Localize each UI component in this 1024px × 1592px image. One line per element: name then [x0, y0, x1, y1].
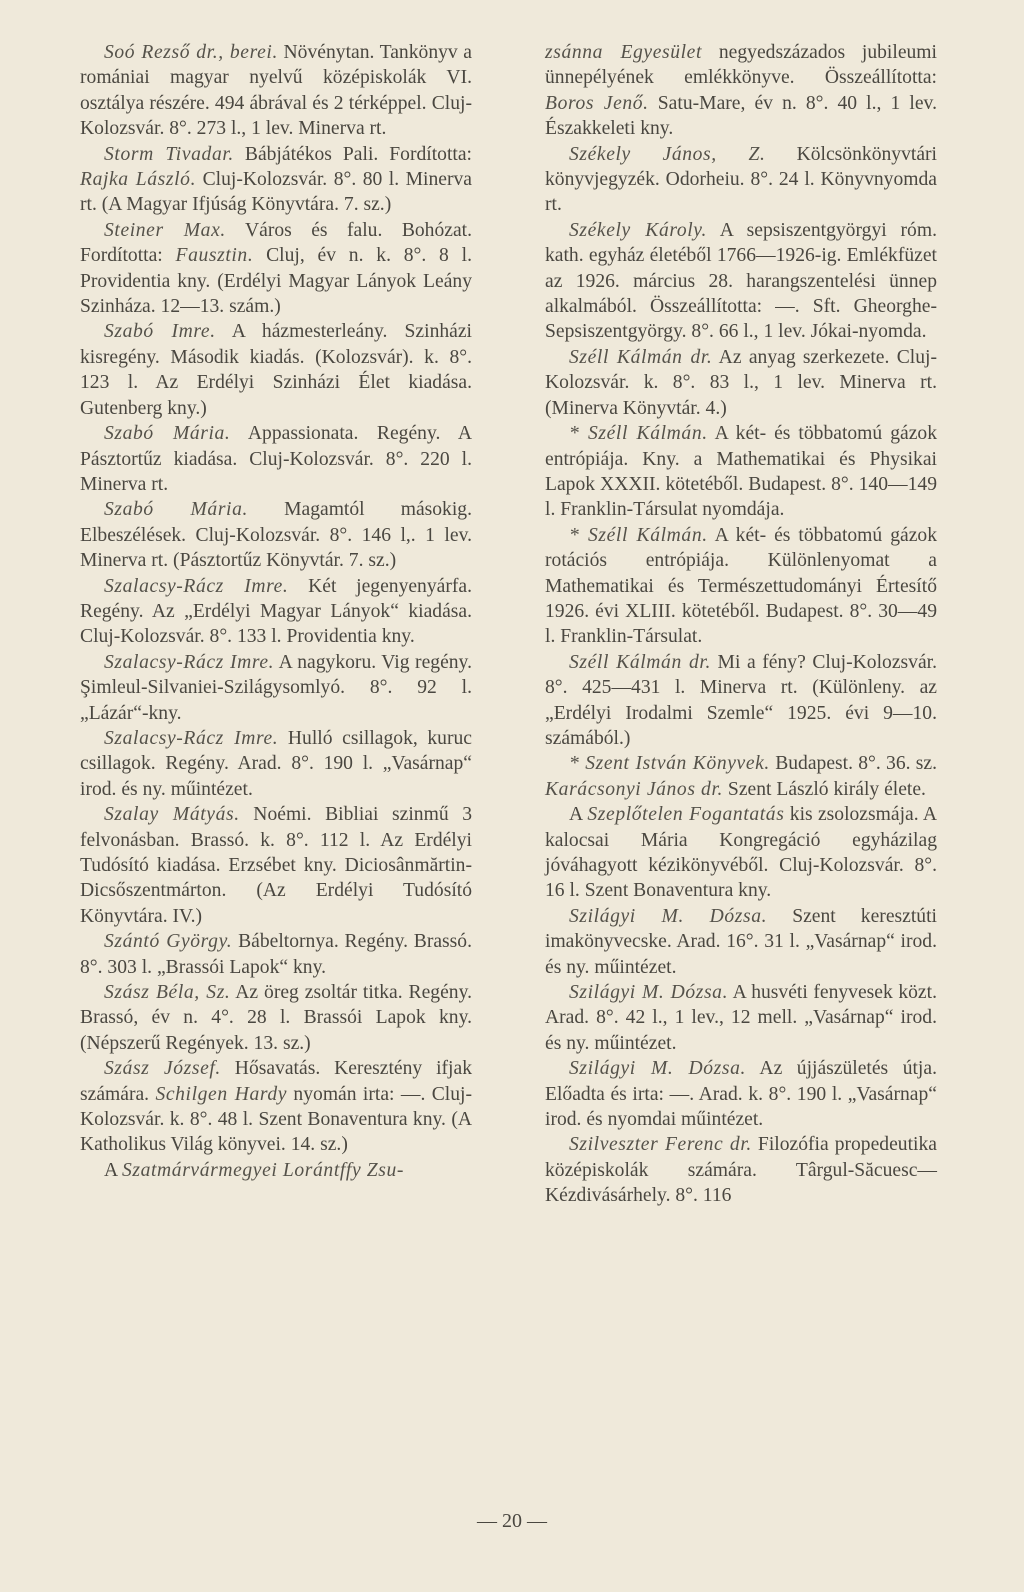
entry-text: Az újjászületés útja. Előadta és irta: —. Arad. k. 8°. 190 l. „Vasárnap“ irod. és nyomdai műintézet.	[545, 1058, 937, 1131]
entry-text: Két jegenyenyárfa. Regény. Az „Erdélyi Magyar Lányok“ kiadása. Cluj-Kolozsvár. 8°. 133 l. Providentia kny.	[80, 575, 472, 648]
entry-text: Bábjátékos Pali. Fordította:	[244, 143, 472, 165]
entry-author: Szász József.	[104, 1058, 221, 1080]
entry-text: Növénytan. Tankönyv a romániai magyar nyelvű középiskolák VI. osztálya részére. 494 ábrával és 2 térképpel. Cluj-Kolozsvár. 8°. 273 l., 1 lev. Minerva rt.	[80, 42, 472, 140]
entry-author: * Széll Kálmán.	[569, 423, 708, 445]
entry-author: Szatmárvármegyei Lorántffy Zsu-	[121, 1159, 404, 1181]
entry-text: Cluj, év n. k. 8°. 8 l. Providentia kny. (Erdélyi Magyar Lányok Leány Szinháza. 12—13. szám.)	[80, 245, 472, 318]
bibliography-entry	[80, 929, 472, 980]
entry-text: Satu-Mare, év n. 8°. 40 l., 1 lev. Északkeleti kny.	[545, 92, 937, 140]
bibliography-entry	[545, 904, 937, 980]
entry-text: Szent keresztúti imakönyvecske. Arad. 16°. 31 l. „Vasárnap“ irod. és ny. műintézet.	[545, 905, 937, 978]
bibliography-entry	[80, 980, 472, 1056]
entry-text: Kölcsönkönyvtári könyvjegyzék. Odorheiu. 8°. 24 l. Könyvnyomda rt.	[545, 143, 937, 216]
bibliography-entry	[80, 802, 472, 929]
entry-author: Szántó György.	[104, 931, 233, 953]
bibliography-entry	[80, 726, 472, 802]
entry-author: Storm Tivadar.	[104, 143, 234, 165]
entry-author: Szabó Mária.	[104, 423, 231, 445]
entry-text: A két- és többatomú gázok entrópiája. Kny. a Mathematikai és Physikai Lapok XXXII. kötetéből. Budapest. 8°. 140—149 l. Franklin-Társulat nyomdája.	[545, 423, 937, 521]
entry-text: A husvéti fenyvesek közt. Arad. 8°. 42 l., 1 lev., 12 mell. „Vasárnap“ irod. és ny. műintézet.	[545, 982, 937, 1054]
entry-text: A házmesterleány. Szinházi kisregény. Második kiadás. (Kolozsvár). k. 8°. 123 l. Az Erdélyi Szinházi Élet kiadása. Gutenberg kny.)	[80, 321, 472, 419]
entry-author: Schilgen Hardy	[155, 1083, 288, 1105]
entry-author: * Szent István Könyvek.	[569, 753, 770, 775]
bibliography-entry	[545, 751, 937, 802]
bibliography-entry	[80, 574, 472, 650]
bibliography-entry	[545, 421, 937, 523]
entry-author: Soó Rezső dr., berei.	[104, 42, 278, 63]
bibliography-entry	[80, 218, 472, 320]
bibliography-entry	[80, 40, 472, 142]
bibliography-entry	[545, 40, 937, 142]
bibliography-entry	[80, 1158, 472, 1183]
entry-author: Szász Béla, Sz.	[104, 982, 231, 1004]
bibliography-entry	[80, 421, 472, 497]
bibliography-entry	[545, 980, 937, 1056]
entry-author: Steiner Max.	[104, 219, 226, 241]
bibliography-entry	[545, 650, 937, 752]
entry-text: A	[569, 804, 583, 826]
entry-text: A nagykoru. Vig regény. Şimleul-Silvaniei-Szilágysomlyó. 8°. 92 l. „Lázár“-kny.	[80, 651, 472, 724]
entry-author: * Széll Kálmán.	[569, 524, 708, 546]
bibliography-entry	[545, 345, 937, 421]
entry-text: Az anyag szerkezete. Cluj-Kolozsvár. k. 8°. 83 l., 1 lev. Minerva rt. (Minerva Könyvtár. 4.)	[545, 346, 937, 419]
entry-text: Hősavatás. Keresztény ifjak számára.	[80, 1058, 472, 1105]
entry-text: Bábeltornya. Regény. Brassó. 8°. 303 l. „Brassói Lapok“ kny.	[80, 931, 472, 978]
entry-author: Székely Károly.	[569, 219, 707, 241]
entry-author: Szilágyi M. Dózsa.	[569, 1058, 746, 1080]
entry-author: Szalacsy-Rácz Imre.	[104, 727, 279, 749]
entry-author: Karácsonyi János dr.	[545, 778, 724, 800]
entry-text: Város és falu. Bohózat. Fordította:	[80, 219, 473, 267]
entry-text: Noémi. Bibliai szinmű 3 felvonásban. Brassó. k. 8°. 112 l. Az Erdélyi Tudósító kiadása. Erzsébet kny. Diciosânmărtin-Dicsőszentmárton. (Az Erdélyi Tudósító Könyvtára. IV.)	[80, 804, 472, 927]
entry-author: Szilágyi M. Dózsa.	[569, 905, 768, 927]
entry-author: Szilágyi M. Dózsa.	[569, 982, 729, 1004]
entry-text: Filozófia propedeutika középiskolák számára. Târgul-Săcuesc—Kézdivásárhely. 8°. 116	[545, 1134, 937, 1207]
bibliography-entry	[80, 650, 472, 726]
entry-author: Szilveszter Ferenc dr.	[569, 1134, 752, 1156]
entry-author: Fausztin.	[175, 245, 254, 267]
entry-author: Székely János, Z.	[569, 143, 766, 165]
entry-author: Széll Kálmán dr.	[569, 651, 711, 673]
bibliography-entry	[545, 1132, 937, 1208]
entry-author: Szalacsy-Rácz Imre.	[104, 575, 289, 597]
entry-text: Mi a fény? Cluj-Kolozsvár. 8°. 425—431 l. Minerva rt. (Különleny. az „Erdélyi Irodalmi Szemle“ 1925. évi 9—10. számából.)	[545, 651, 937, 749]
entry-author: Szeplőtelen Fogantatás	[587, 804, 785, 826]
entry-text: Szent László király élete.	[727, 778, 926, 800]
bibliography-entry	[545, 802, 937, 904]
bibliography-entry	[80, 1056, 472, 1158]
bibliography-entry	[80, 142, 472, 218]
entry-author: Szalay Mátyás.	[104, 804, 240, 826]
bibliography-entry	[80, 497, 472, 573]
entry-author: Széll Kálmán dr.	[569, 346, 713, 368]
entry-text: Magamtól másokig. Elbeszélések. Cluj-Kolozsvár. 8°. 146 l,. 1 lev. Minerva rt. (Pásztortűz Könyvtár. 7. sz.)	[80, 499, 472, 572]
entry-author: zsánna Egyesület	[545, 42, 703, 63]
bibliography-entry	[545, 1056, 937, 1132]
page-number: — 20 —	[477, 1510, 547, 1532]
entry-author: Szabó Mária.	[104, 499, 248, 521]
entry-text: Az öreg zsoltár titka. Regény. Brassó, év n. 4°. 28 l. Brassói Lapok kny. (Népszerű Regények. 13. sz.)	[80, 982, 473, 1054]
entry-text: nyomán irta: —. Cluj-Kolozsvár. k. 8°. 48 l. Szent Bonaventura kny. (A Katholikus Világ könyvei. 14. sz.)	[80, 1083, 472, 1156]
entry-text: Budapest. 8°. 36. sz.	[775, 753, 937, 775]
bibliography-entry	[545, 523, 937, 650]
entry-author: Szalacsy-Rácz Imre.	[104, 651, 275, 673]
entry-text: Cluj-Kolozsvár. 8°. 80 l. Minerva rt. (A Magyar Ifjúság Könyvtára. 7. sz.)	[80, 169, 472, 216]
entry-text: negyedszázados jubileumi ünnepélyének emlékkönyve. Összeállította:	[545, 42, 937, 89]
bibliography-entry	[80, 319, 472, 421]
entry-text: A	[104, 1159, 118, 1181]
entry-author: Szabó Imre.	[104, 321, 216, 343]
entry-text: A két- és többatomú gázok rotációs entrópiája. Különlenyomat a Mathematikai és Természettudományi Értesítő 1926. évi XLIII. kötetéből. Budapest. 8°. 30—49 l. Franklin-Társulat.	[545, 524, 937, 648]
entry-author: Boros Jenő.	[545, 92, 649, 114]
left-column	[80, 40, 472, 1183]
entry-author: Rajka László.	[80, 169, 197, 191]
entry-text: Appassionata. Regény. A Pásztortűz kiadása. Cluj-Kolozsvár. 8°. 220 l. Minerva rt.	[80, 423, 472, 495]
entry-text: Hulló csillagok, kuruc csillagok. Regény. Arad. 8°. 190 l. „Vasárnap“ irod. és ny. műintézet.	[80, 727, 472, 800]
bibliography-entry	[545, 142, 937, 218]
entry-text: A sepsiszentgyörgyi róm. kath. egyház életéből 1766—1926-ig. Emlékfüzet az 1926. március 28. harangszentelési ünnep alkalmából. Összeállította: —. Sft. Gheorghe-Sepsiszentgyörgy. 8°. 66 l., 1 lev. Jókai-nyomda.	[545, 219, 937, 343]
bibliography-entry	[545, 218, 937, 345]
right-column	[545, 40, 937, 1209]
entry-text: kis zsolozsmája. A kalocsai Mária Kongregáció egyházilag jóváhagyott kézikönyvéből. Cluj-Kolozsvár. 8°. 16 l. Szent Bonaventura kny.	[545, 804, 937, 902]
